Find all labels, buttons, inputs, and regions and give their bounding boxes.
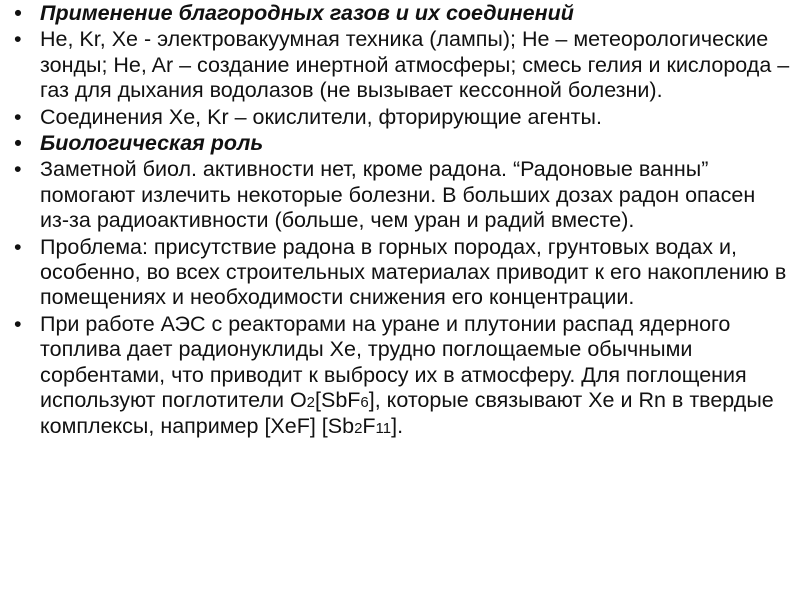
bullet-marker: • <box>14 104 22 129</box>
bullet-marker: • <box>14 234 22 259</box>
list-item-compounds <box>14 105 790 130</box>
bullet-marker: • <box>14 27 22 52</box>
heading-biological-role <box>14 131 790 156</box>
item-text: Проблема: присутствие радона в горных породах, грунтовых водах и, особенно, во всех строительных материалах приводит к его накоплению в помещениях и необходимости снижения его концентрации. <box>40 234 787 310</box>
heading-applications <box>14 1 790 26</box>
list-item-radon-activity <box>14 157 790 233</box>
subscript: 6 <box>360 394 369 412</box>
bullet-marker: • <box>14 311 22 336</box>
bullet-marker: • <box>14 1 22 25</box>
item-text <box>40 312 774 438</box>
bullet-marker: • <box>14 157 22 182</box>
list-item-npp-xenon <box>14 312 790 439</box>
heading-text: Применение благородных газов и их соединений <box>40 1 574 25</box>
text-segment: F <box>362 413 376 438</box>
subscript: 2 <box>306 394 316 412</box>
heading-text: Биологическая роль <box>40 131 264 156</box>
item-text: Заметной биол. активности нет, кроме радона. “Радоновые ванны” помогают излечить некоторые болезни. В больших дозах радон опасен из-за радиоактивности (больше, чем уран и радий вместе). <box>40 157 756 233</box>
subscript: 11 <box>375 419 392 437</box>
item-text: He, Kr, Xe - электровакуумная техника (лампы); He – метеорологические зонды; He, Ar – создание инертной атмосферы; смесь гелия и кислорода – газ для дыхания водолазов (не вызывает кессонной болезни). <box>40 27 790 103</box>
list-item-radon-problem <box>14 235 790 311</box>
text-segment: ], которые связывают Xe и Rn в твердые комплексы, например [XeF] [Sb <box>40 388 774 438</box>
subscript: 2 <box>354 419 363 437</box>
item-text: Соединения Xe, Kr – окислители, фторирующие агенты. <box>40 104 602 129</box>
bullet-list <box>14 1 790 440</box>
bullet-marker: • <box>14 131 22 156</box>
text-segment: ]. <box>391 413 404 438</box>
text-segment: [SbF <box>315 388 361 413</box>
list-item-electrovacuum <box>14 27 790 103</box>
text-segment: При работе АЭС с реакторами на уране и плутонии распад ядерного топлива дает радионуклиды Xe, трудно поглощаемые обычными сорбентами, что приводит к выбросу их в атмосферу. Для поглощения используют поглотители O <box>40 311 747 413</box>
